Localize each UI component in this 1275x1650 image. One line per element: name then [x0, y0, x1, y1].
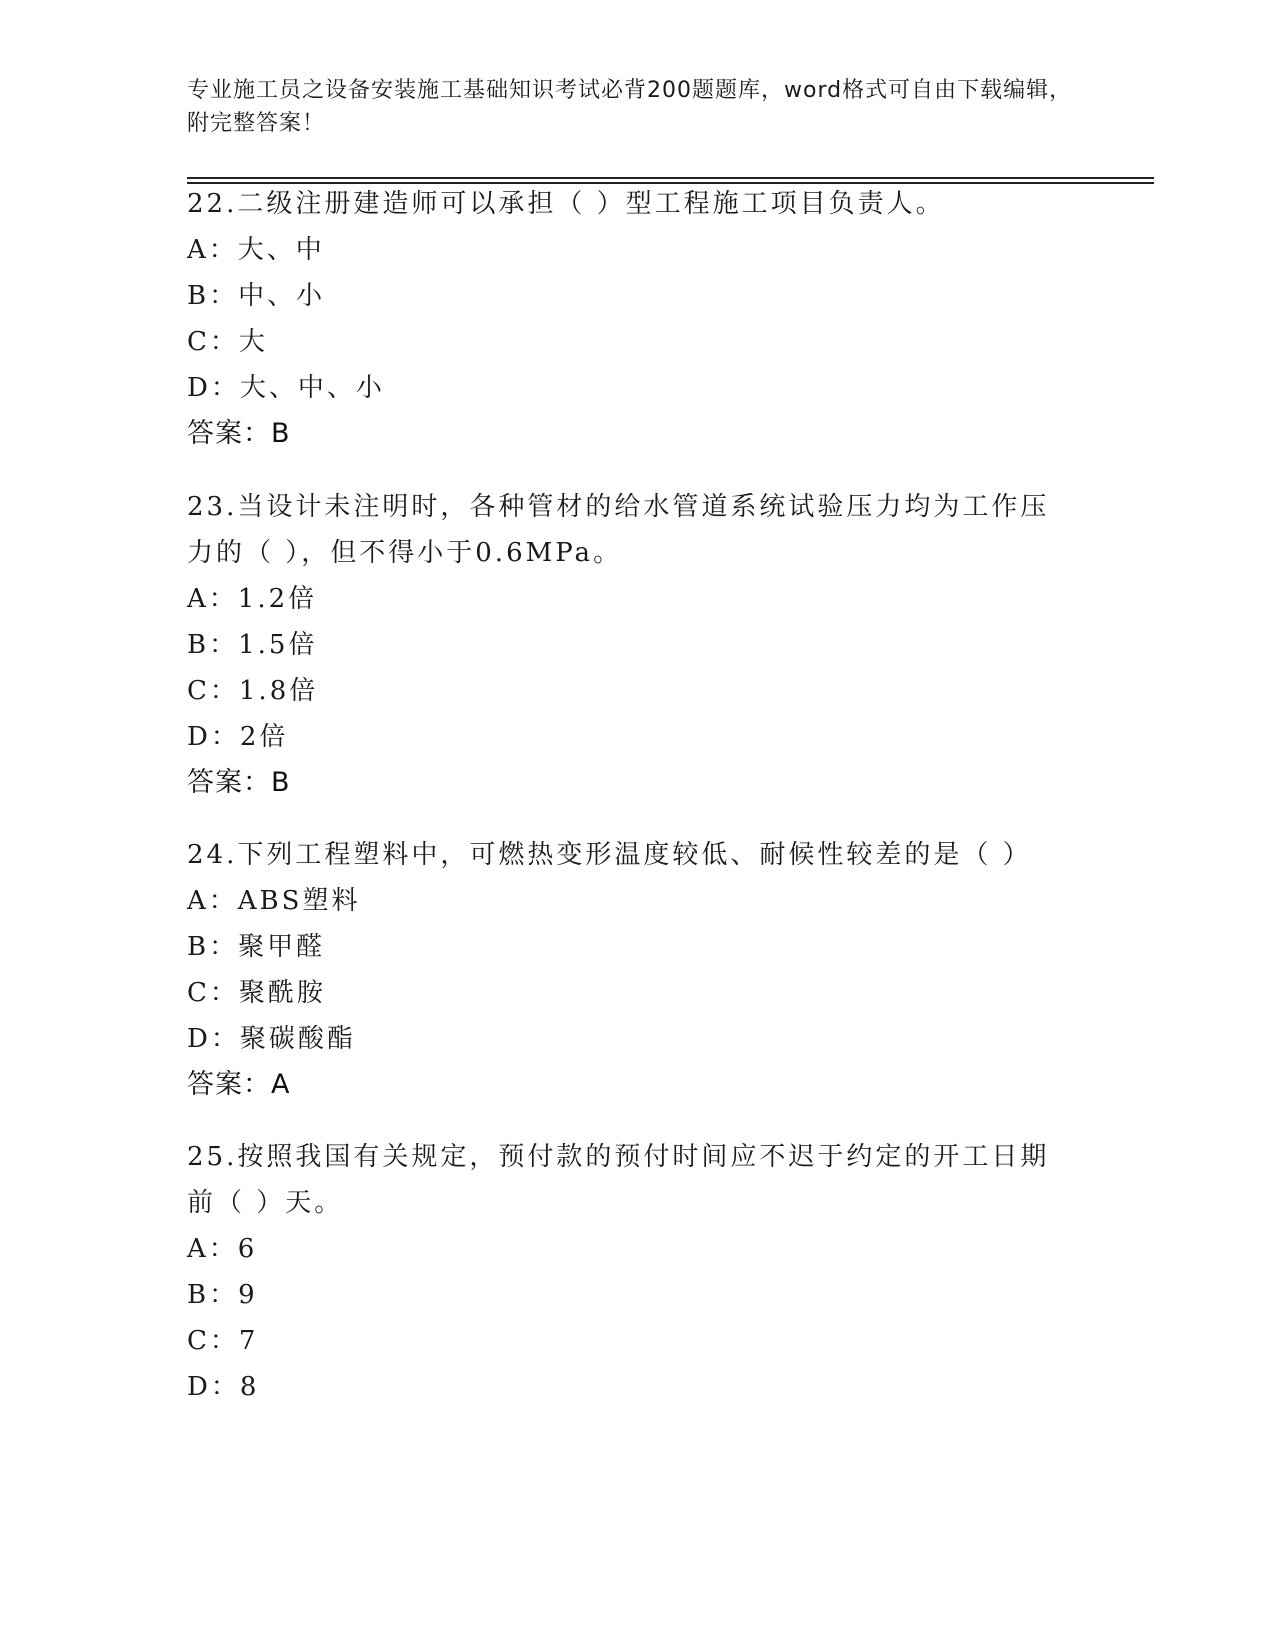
- answer-label: 答案：A: [187, 1069, 291, 1100]
- option-d: D：8: [187, 1372, 260, 1402]
- option-c: C：聚酰胺: [187, 978, 326, 1008]
- option-c: C：大: [187, 327, 268, 357]
- option-b: B：中、小: [187, 281, 326, 311]
- question-text: 22.二级注册建造师可以承担（ ）型工程施工项目负责人。: [187, 189, 945, 219]
- option-d: D：2倍: [187, 722, 289, 752]
- option-a: A：1.2倍: [187, 584, 318, 614]
- option-a: A：ABS塑料: [187, 886, 361, 916]
- option-c: C：1.8倍: [187, 676, 319, 706]
- answer-label: 答案：B: [187, 767, 291, 798]
- question-text: 25.按照我国有关规定，预付款的预付时间应不迟于约定的开工日期前（ ）天。: [187, 1142, 1050, 1218]
- option-d: D：聚碳酸酯: [187, 1024, 356, 1054]
- question-text: 23.当设计未注明时，各种管材的给水管道系统试验压力均为工作压力的（ ），但不得小于0.6MPa。: [187, 492, 1050, 568]
- option-a: A：6: [187, 1234, 258, 1264]
- option-c: C：7: [187, 1326, 259, 1356]
- question-23: [187, 484, 1067, 806]
- option-d: D：大、中、小: [187, 373, 385, 403]
- option-b: B：9: [187, 1280, 258, 1310]
- option-b: B：聚甲醛: [187, 932, 326, 962]
- answer-label: 答案：B: [187, 418, 291, 449]
- option-a: A：大、中: [187, 235, 325, 265]
- document-header: 专业施工员之设备安装施工基础知识考试必背200题题库，word格式可自由下载编辑，附完整答案！: [187, 78, 1073, 136]
- question-25: [187, 1134, 1067, 1410]
- question-24: [187, 832, 1067, 1108]
- question-text: 24.下列工程塑料中，可燃热变形温度较低、耐候性较差的是（ ）: [187, 840, 1032, 870]
- option-b: B：1.5倍: [187, 630, 318, 660]
- header-divider-top: [187, 177, 1154, 179]
- question-22: [187, 181, 1067, 457]
